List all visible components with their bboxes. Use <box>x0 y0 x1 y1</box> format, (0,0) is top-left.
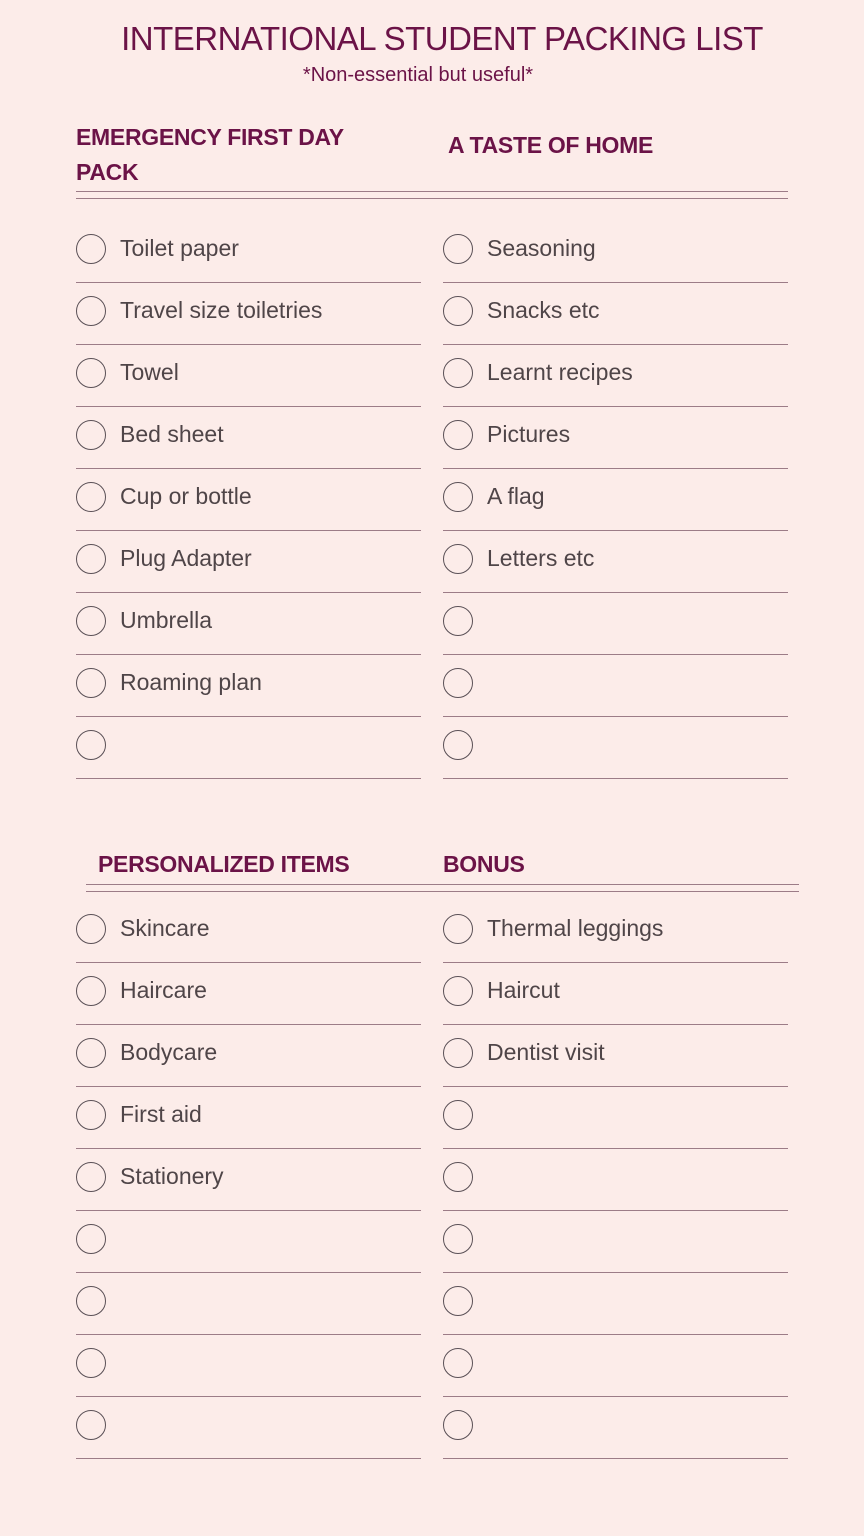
emergency-heading-line2: PACK <box>76 159 139 185</box>
checklist-item <box>443 221 788 283</box>
checkbox-circle[interactable] <box>443 668 473 698</box>
emergency-list <box>76 221 421 779</box>
checkbox-circle[interactable] <box>443 296 473 326</box>
checklist-item <box>443 531 788 593</box>
page-subtitle: *Non-essential but useful* <box>302 64 534 86</box>
checklist-item <box>443 283 788 345</box>
checklist-item <box>443 1273 788 1335</box>
checklist-item <box>443 963 788 1025</box>
checkbox-circle[interactable] <box>76 1162 106 1192</box>
checklist-item <box>76 531 421 593</box>
item-label: First aid <box>120 1101 202 1127</box>
item-underline <box>443 778 788 779</box>
top-divider-2 <box>76 198 788 199</box>
checklist-item <box>76 469 421 531</box>
top-divider-1 <box>76 191 788 192</box>
item-underline <box>76 778 421 779</box>
checklist-item <box>76 1397 421 1459</box>
checkbox-circle[interactable] <box>76 976 106 1006</box>
checkbox-circle[interactable] <box>76 730 106 760</box>
item-label: Snacks etc <box>487 297 600 323</box>
bonus-list <box>443 901 788 1459</box>
checkbox-circle[interactable] <box>76 358 106 388</box>
item-label: Towel <box>120 359 179 385</box>
checkbox-circle[interactable] <box>443 1100 473 1130</box>
checklist-item <box>76 655 421 717</box>
checkbox-circle[interactable] <box>443 1224 473 1254</box>
taste-list <box>443 221 788 779</box>
checklist-item <box>76 221 421 283</box>
item-label: Roaming plan <box>120 669 262 695</box>
checkbox-circle[interactable] <box>443 976 473 1006</box>
item-label: Travel size toiletries <box>120 297 323 323</box>
checkbox-circle[interactable] <box>443 420 473 450</box>
item-label: Stationery <box>120 1163 224 1189</box>
checklist-item <box>76 901 421 963</box>
checkbox-circle[interactable] <box>76 482 106 512</box>
item-label: A flag <box>487 483 545 509</box>
emergency-heading-line1: EMERGENCY FIRST DAY <box>76 124 344 150</box>
checklist-item <box>76 407 421 469</box>
checklist-item <box>76 593 421 655</box>
checkbox-circle[interactable] <box>76 668 106 698</box>
checkbox-circle[interactable] <box>76 1038 106 1068</box>
bottom-divider-2 <box>86 891 799 892</box>
taste-heading: A TASTE OF HOME <box>448 132 654 158</box>
item-label: Bed sheet <box>120 421 224 447</box>
checkbox-circle[interactable] <box>76 1224 106 1254</box>
checklist-item <box>443 901 788 963</box>
checkbox-circle[interactable] <box>76 296 106 326</box>
checkbox-circle[interactable] <box>443 234 473 264</box>
item-label: Pictures <box>487 421 571 447</box>
checklist-item <box>76 717 421 779</box>
checkbox-circle[interactable] <box>76 1286 106 1316</box>
checklist-item <box>76 1335 421 1397</box>
item-label: Bodycare <box>120 1039 218 1065</box>
checkbox-circle[interactable] <box>443 1162 473 1192</box>
checklist-item <box>76 345 421 407</box>
bonus-heading: BONUS <box>443 851 525 877</box>
checklist-item <box>443 407 788 469</box>
item-label: Toilet paper <box>120 235 239 261</box>
checkbox-circle[interactable] <box>76 914 106 944</box>
personalized-list <box>76 901 421 1459</box>
checklist-item <box>443 1335 788 1397</box>
checklist-item <box>76 1025 421 1087</box>
item-underline <box>443 1458 788 1459</box>
checklist-item <box>76 1087 421 1149</box>
checkbox-circle[interactable] <box>76 544 106 574</box>
item-label: Learnt recipes <box>487 359 633 385</box>
checklist-item <box>443 469 788 531</box>
checkbox-circle[interactable] <box>443 1286 473 1316</box>
checkbox-circle[interactable] <box>76 1348 106 1378</box>
item-label: Dentist visit <box>487 1039 605 1065</box>
bottom-divider-1 <box>86 884 799 885</box>
checklist-item <box>443 655 788 717</box>
checklist-item <box>443 1211 788 1273</box>
checklist-item <box>443 1025 788 1087</box>
page-title: INTERNATIONAL STUDENT PACKING LIST <box>121 20 763 57</box>
checkbox-circle[interactable] <box>443 1038 473 1068</box>
item-label: Letters etc <box>487 545 595 571</box>
emergency-heading <box>76 120 344 190</box>
checkbox-circle[interactable] <box>443 1348 473 1378</box>
checkbox-circle[interactable] <box>443 482 473 512</box>
checklist-item <box>443 1149 788 1211</box>
checkbox-circle[interactable] <box>443 358 473 388</box>
checkbox-circle[interactable] <box>76 234 106 264</box>
item-label: Umbrella <box>120 607 213 633</box>
item-label: Thermal leggings <box>487 915 664 941</box>
checkbox-circle[interactable] <box>76 606 106 636</box>
checklist-item <box>443 1397 788 1459</box>
item-label: Plug Adapter <box>120 545 252 571</box>
checkbox-circle[interactable] <box>76 420 106 450</box>
checklist-item <box>443 345 788 407</box>
checklist-item <box>443 1087 788 1149</box>
item-label: Cup or bottle <box>120 483 252 509</box>
item-underline <box>76 1458 421 1459</box>
item-label: Seasoning <box>487 235 596 261</box>
checkbox-circle[interactable] <box>443 914 473 944</box>
checkbox-circle[interactable] <box>443 730 473 760</box>
checkbox-circle[interactable] <box>76 1410 106 1440</box>
item-label: Haircare <box>120 977 207 1003</box>
checklist-item <box>443 593 788 655</box>
checkbox-circle[interactable] <box>443 544 473 574</box>
checklist-item <box>76 963 421 1025</box>
checklist-item <box>76 1149 421 1211</box>
item-label: Haircut <box>487 977 560 1003</box>
checkbox-circle[interactable] <box>443 606 473 636</box>
checklist-item <box>76 1273 421 1335</box>
item-label: Skincare <box>120 915 210 941</box>
checklist-item <box>76 283 421 345</box>
personalized-heading: PERSONALIZED ITEMS <box>98 851 350 877</box>
checkbox-circle[interactable] <box>76 1100 106 1130</box>
checkbox-circle[interactable] <box>443 1410 473 1440</box>
checklist-item <box>76 1211 421 1273</box>
checklist-item <box>443 717 788 779</box>
